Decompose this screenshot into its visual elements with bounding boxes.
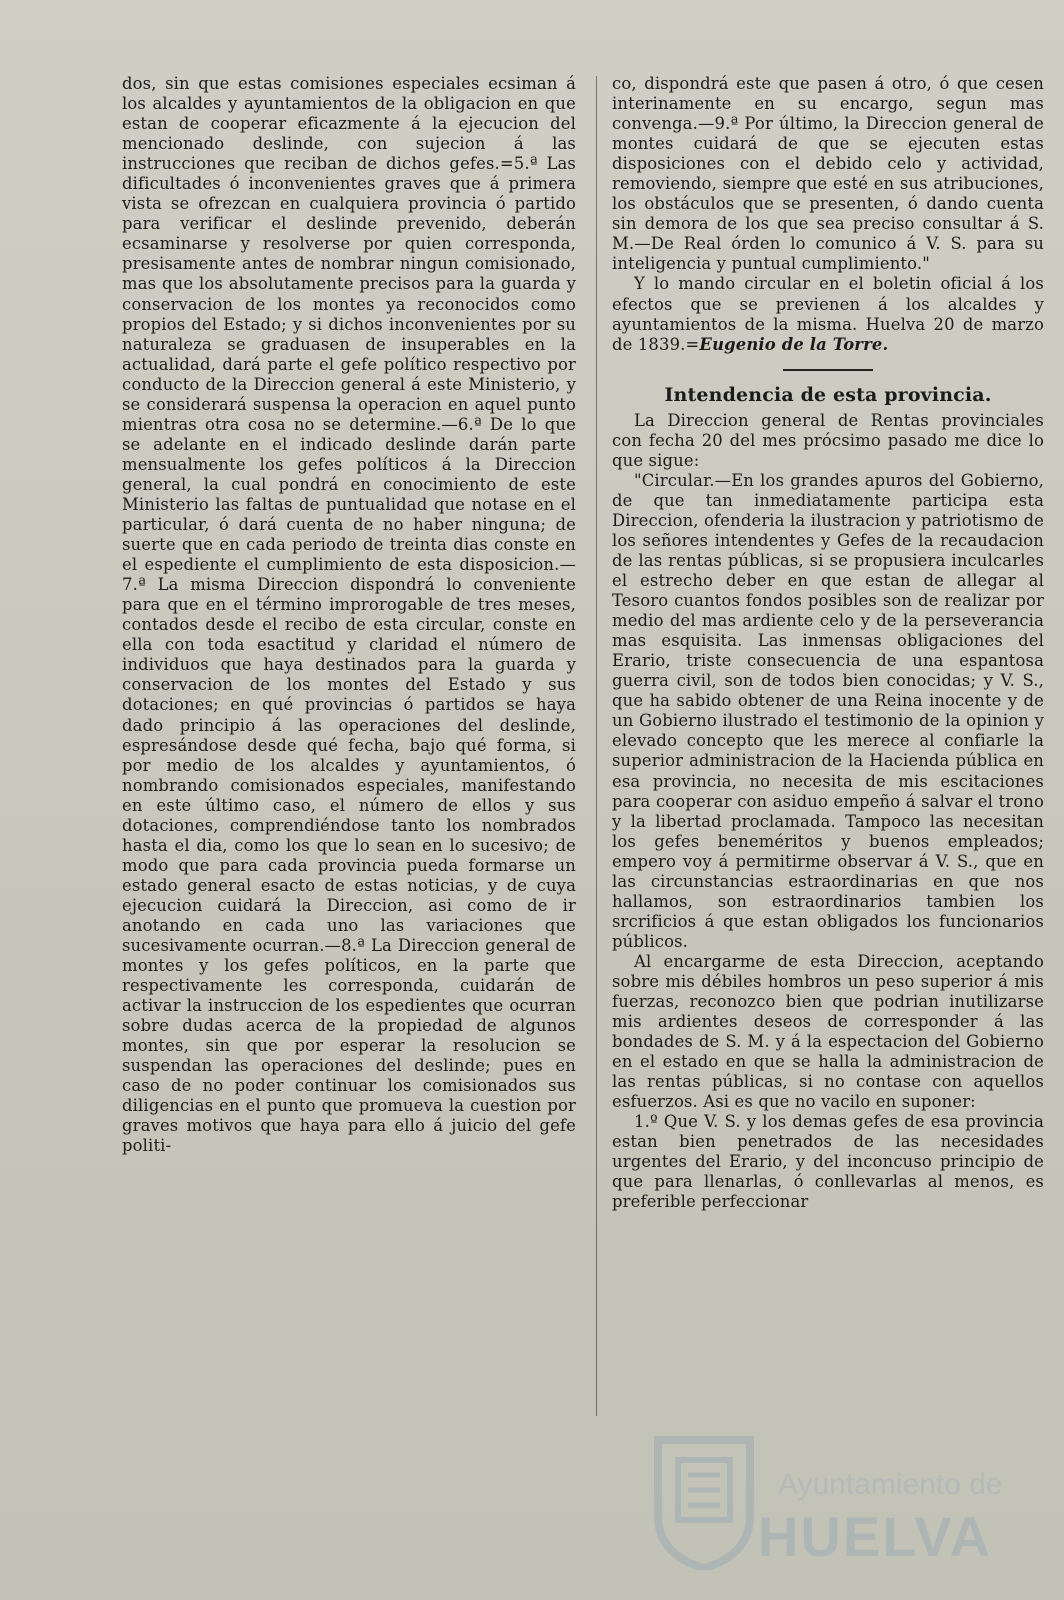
circular-note — [612, 274, 1044, 354]
section-heading: Intendencia de esta provincia. — [664, 383, 992, 406]
archive-watermark — [648, 1420, 1028, 1580]
left-column-text: dos, sin que estas comisiones especiales ecsiman á los alcaldes y ayuntamientos de la obligacion en que estan de cooperar eficazmente á la ejecucion del mencionado deslinde, con sujecion á las instrucciones que reciban de dichos gefes.=5.ª Las dificultades ó inconvenientes graves que á primera vista se ofrezcan en cualquiera provincia ó partido para verificar el deslinde prevenido, deberán ecsaminarse y resolverse por quien corresponda, presisamente antes de nombrar ningun comisionado, mas que los absolutamente precisos para la guarda y conservacion de los montes ya reconocidos como propios del Estado; y si dichos inconvenientes por su naturaleza se graduasen de insuperables en la actualidad, dará parte el gefe político respectivo por conducto de la Direccion general á este Ministerio, y se considerará suspensa la operacion en aquel punto mientras otra cosa no se determine.—6.ª De lo que se adelante en el indicado deslinde darán parte mensualmente los gefes políticos á la Direccion general, la cual pondrá en conocimiento de este Ministerio las faltas de puntualidad que notase en el particular, ó dará cuenta de no haber ninguna; de suerte que en cada periodo de treinta dias conste en el espediente el cumplimiento de esta disposicion.—7.ª La misma Direccion dispondrá lo conveniente para que en el término improrogable de tres meses, contados desde el recibo de esta circular, conste en ella con toda esactitud y claridad el número de individuos que haya destinados para la guarda y conservacion de los montes del Estado y sus dotaciones; en qué provincias ó partidos se haya dado principio á las operaciones del deslinde, espresándose desde qué fecha, bajo qué forma, si por medio de los alcaldes y ayuntamientos, ó nombrando comisionados especiales, manifestando en este último caso, el número de ellos y sus dotaciones, comprendiéndose tanto los nombrados hasta el dia, como los que lo sean en lo sucesivo; de modo que para cada provincia pueda formarse un estado general esacto de estas noticias, y de cuya ejecucion cuidará la Direccion, asi como de ir anotando en cada uno las variaciones que sucesivamente ocurran.—8.ª La Direccion general de montes y los gefes políticos, en la parte que respectivamente les corresponda, cuidarán de activar la instruccion de los espedientes que ocurran sobre dudas acerca de la propiedad de algunos montes, sin que por esperar la resolucion se suspendan las operaciones del deslinde; pues en caso de no poder continuar los comisionados sus diligencias en el punto que promueva la cuestion por graves motivos que haya para ello á juicio del gefe politi- — [122, 74, 576, 1156]
watermark-line1: Ayuntamiento de — [778, 1468, 1003, 1501]
paragraph: 1.º Que V. S. y los demas gefes de esa provincia estan bien penetrados de las necesidades urgentes del Erario, y del inconcuso principio de que para llenarlas, ó conllevarlas al menos, es preferible perfeccionar — [612, 1112, 1044, 1212]
section-separator — [783, 369, 873, 371]
left-column — [122, 74, 576, 1157]
watermark-line2: HUELVA — [758, 1505, 992, 1568]
circular-note-text: Y lo mando circular en el boletin oficial á los efectos que se previenen á los alcaldes y ayuntamientos de la misma. Huelva 20 de marzo de 1839.= — [612, 274, 1044, 354]
signature: Eugenio de la Torre. — [699, 334, 889, 354]
right-column — [612, 74, 1044, 1213]
paragraph: "Circular.—En los grandes apuros del Gobierno, de que tan inmediatamente participa esta Direccion, ofenderia la ilustracion y patriotismo de los señores intendentes y Gefes de la recaudacion de las rentas públicas, si se propusiera inculcarles el estrecho deber en que estan de allegar al Tesoro cuantos fondos posibles son de realizar por medio del mas ardiente celo y de la perseverancia mas esquisita. Las inmensas obligaciones del Erario, triste consecuencia de una espantosa guerra civil, son de todos bien conocidas; y V. S., que ha sabido obtener de una Reina inocente y de un Gobierno ilustrado el testimonio de la opinion y elevado concepto que les merece al confiarle la superior administracion de la Hacienda pública en esa provincia, no necesita de mis escitaciones para cooperar con asiduo empeño á salvar el trono y la libertad proclamada. Tampoco las necesitan los gefes beneméritos y buenos empleados; empero voy á permitirme observar á V. S., que en las circunstancias estraordinarias en que nos hallamos, son estraordinarios tambien los srcrificios á que estan obligados los funcionarios públicos. — [612, 470, 1044, 951]
column-divider — [596, 76, 597, 1416]
continuation-text: co, dispondrá este que pasen á otro, ó que cesen interinamente en su encargo, segun mas convenga.—9.ª Por último, la Direccion general de montes cuidará de que se ejecuten estas disposiciones con el debido celo y actividad, removiendo, siempre que esté en sus atribuciones, los obstáculos que se presenten, ó dando cuenta sin demora de los que sea preciso consultar á S. M.—De Real órden lo comunico á V. S. para su inteligencia y puntual cumplimiento." — [612, 74, 1044, 274]
paragraph: La Direccion general de Rentas provinciales con fecha 20 del mes prócsimo pasado me dice lo que sigue: — [612, 410, 1044, 470]
coat-of-arms-icon — [648, 1420, 760, 1570]
paragraph: Al encargarme de esta Direccion, aceptando sobre mis débiles hombros un peso superior á mis fuerzas, reconozco bien que podrian inutilizarse mis ardientes deseos de corresponder á las bondades de S. M. y á la espectacion del Gobierno en el estado en que se halla la administracion de las rentas públicas, si no contase con aquellos esfuerzos. Asi es que no vacilo en suponer: — [612, 951, 1044, 1112]
